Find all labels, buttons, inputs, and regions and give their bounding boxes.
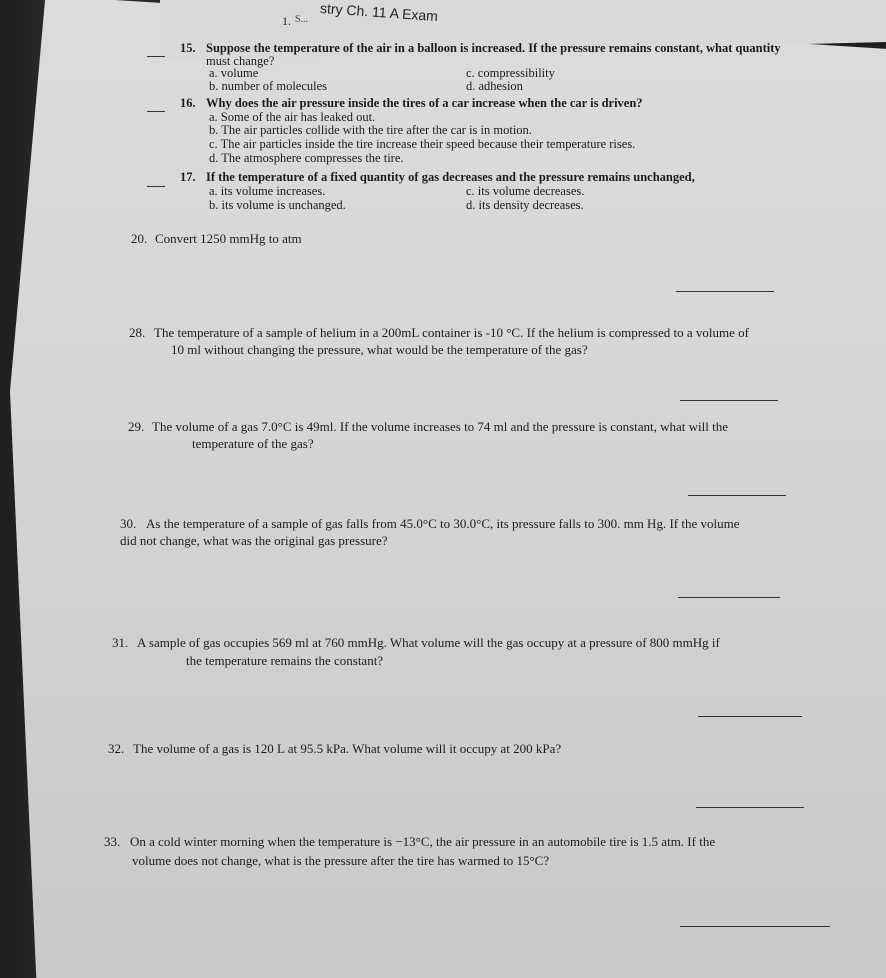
answer-line-29[interactable] (688, 495, 786, 496)
q15-text-line1: Suppose the temperature of the air in a balloon is increased. If the pressure remains constant, what quantity (206, 41, 781, 55)
q33-text-line1: On a cold winter morning when the temperature is −13°C, the air pressure in an automobile tire is 1.5 atm. If the (130, 834, 716, 849)
q29-text-line1: The volume of a gas 7.0°C is 49ml. If the volume increases to 74 ml and the pressure is constant, what will the (152, 419, 728, 434)
answer-line-28[interactable] (680, 400, 778, 401)
q15-option-b: b. number of molecules (209, 79, 328, 93)
q33-number: 33. (104, 834, 121, 849)
answer-line-32[interactable] (696, 807, 804, 808)
q32-number: 32. (108, 741, 125, 756)
answer-line-30[interactable] (678, 597, 780, 598)
q28-number: 28. (129, 325, 146, 340)
q17-option-a: a. its volume increases. (209, 184, 326, 198)
q16-option-a: a. Some of the air has leaked out. (209, 110, 376, 124)
answer-blank-16[interactable] (147, 101, 165, 116)
q31-text-line2: the temperature remains the constant? (186, 653, 384, 668)
q15-number: 15. (180, 41, 196, 55)
q20-text: Convert 1250 mmHg to atm (155, 231, 302, 246)
q15-option-c: c. compressibility (466, 66, 555, 80)
q31-number: 31. (112, 635, 129, 650)
answer-line-20[interactable] (676, 291, 774, 292)
q16-number: 16. (180, 96, 196, 110)
exam-title: stry Ch. 11 A Exam (319, 0, 439, 25)
q16-option-c: c. The air particles inside the tire increase their speed because their temperature rises. (209, 137, 636, 151)
q17-option-c: c. its volume decreases. (466, 184, 585, 198)
q29-number: 29. (128, 419, 145, 434)
q28-text-line1: The temperature of a sample of helium in a 200mL container is -10 °C. If the helium is compressed to a volume of (154, 325, 749, 340)
q29-text-line2: temperature of the gas? (192, 436, 314, 451)
q17-number: 17. (180, 170, 196, 184)
q15-text-line2: must change? (206, 54, 275, 68)
q31-text-line1: A sample of gas occupies 569 ml at 760 mmHg. What volume will the gas occupy at a pressure of 800 mmHg if (137, 635, 720, 650)
q16-option-d: d. The atmosphere compresses the tire. (209, 151, 404, 165)
q33-text-line2: volume does not change, what is the pressure after the tire has warmed to 15°C? (132, 853, 550, 868)
q16-option-b: b. The air particles collide with the tire after the car is in motion. (209, 123, 532, 137)
q17-text-line1: If the temperature of a fixed quantity of gas decreases and the pressure remains unchanged, (206, 170, 695, 184)
q30-number: 30. (120, 516, 137, 531)
q15-option-d: d. adhesion (466, 79, 523, 93)
q30-text-line2: did not change, what was the original gas pressure? (120, 533, 388, 548)
q28-text-line2: 10 ml without changing the pressure, what would be the temperature of the gas? (171, 342, 588, 357)
q16-text-line1: Why does the air pressure inside the tires of a car increase when the car is driven? (206, 96, 643, 110)
item-number: 1. (282, 14, 291, 28)
answer-line-31[interactable] (698, 716, 802, 717)
q20-number: 20. (131, 231, 148, 246)
answer-blank-17[interactable] (147, 176, 165, 191)
answer-line-33[interactable] (680, 926, 830, 927)
item-sub: S... (295, 14, 309, 25)
q17-option-b: b. its volume is unchanged. (209, 198, 346, 212)
q15-option-a: a. volume (209, 66, 259, 80)
answer-blank-15[interactable] (147, 46, 165, 61)
q30-text-line1: As the temperature of a sample of gas falls from 45.0°C to 30.0°C, its pressure falls to 300. mm Hg. If the volume (146, 516, 740, 531)
q32-text: The volume of a gas is 120 L at 95.5 kPa. What volume will it occupy at 200 kPa? (133, 741, 562, 756)
q17-option-d: d. its density decreases. (466, 198, 584, 212)
